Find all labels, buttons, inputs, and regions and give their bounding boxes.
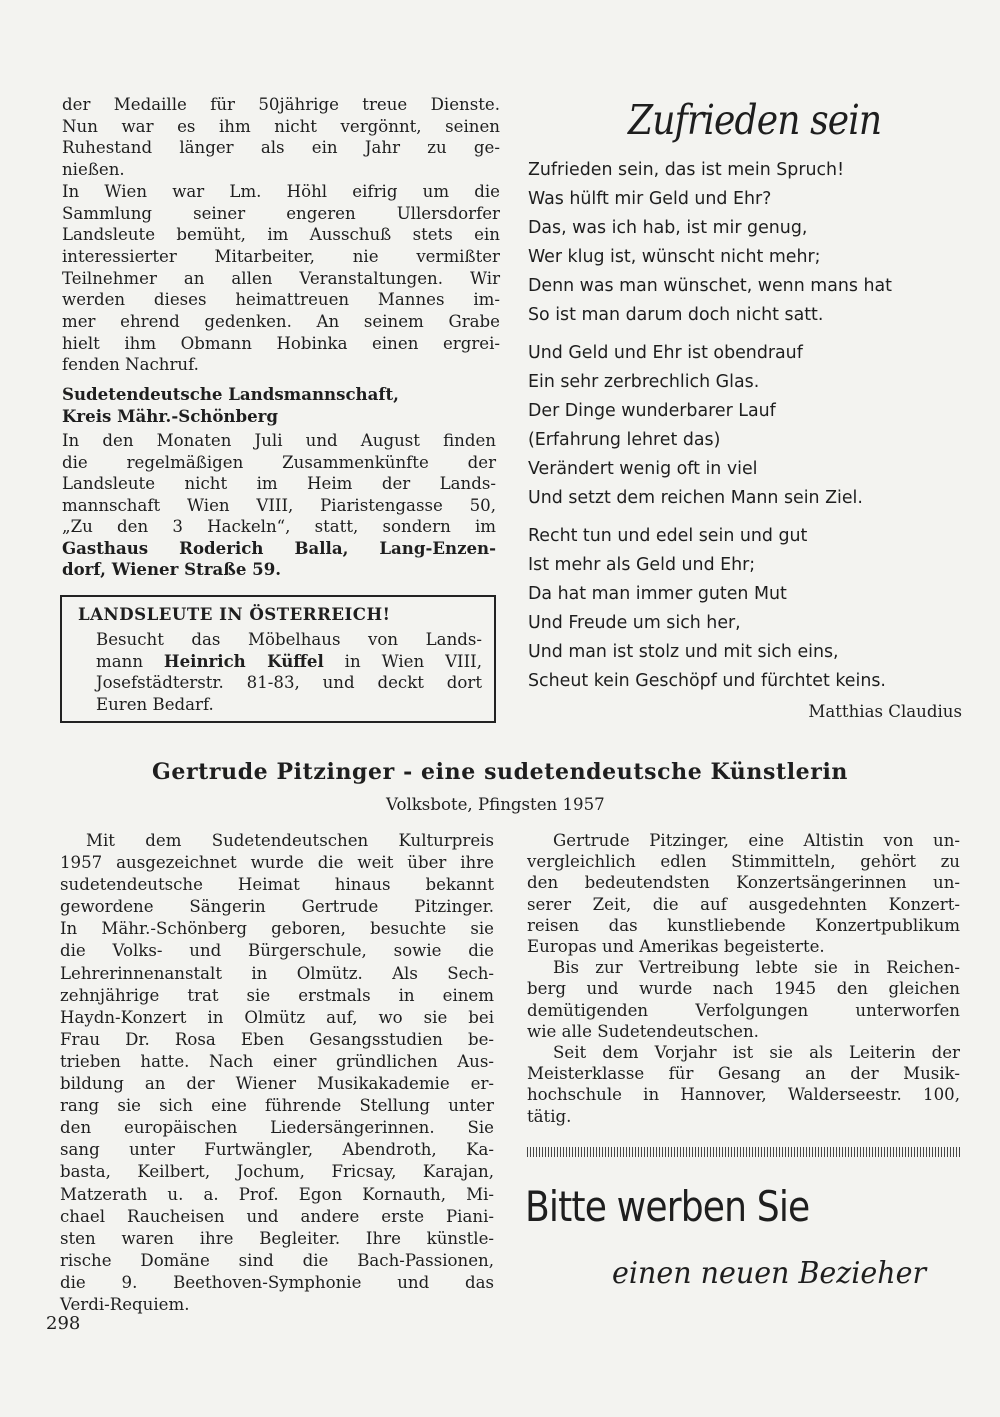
text-line: hochschule in Hannover, Walderseestr. 100, [527,1085,960,1105]
text-line: Besucht das Möbelhaus von Lands- [96,630,482,649]
text-line: der Medaille für 50jährige treue Dienste. [62,95,500,114]
paragraph [78,603,390,625]
text-line: Was hülft mir Geld und Ehr? [528,189,772,209]
text-line: die 9. Beethoven-Symphonie und das [60,1272,494,1292]
page-number: 298 [46,1313,81,1334]
text-line: demütigenden Verfolgungen unterworfen [527,1000,960,1020]
notice-box-text [96,629,482,715]
text-line: Gertrude Pitzinger, eine Altistin von un- [553,831,960,850]
text-line: Und man ist stolz und mit sich eins, [528,642,839,662]
text-line: Der Dinge wunderbarer Lauf [528,401,776,421]
text-line: Haydn-Konzert in Olmütz auf, wo sie bei [60,1007,494,1027]
text-line: Denn was man wünschet, wenn mans hat [528,276,892,296]
notice-box-heading [78,603,390,625]
text-line: werden dieses heimattreuen Mannes im- [62,290,500,310]
text-line: Wer klug ist, wünscht nicht mehr; [528,247,821,267]
text-line [62,538,496,560]
text-line: Und Freude um sich her, [528,613,741,633]
paragraph [62,94,500,181]
text-line: Landsleute bemüht, im Ausschuß stets ein [62,225,500,245]
text-line: nießen. [62,160,125,180]
text-line: Nun war es ihm nicht vergönnt, seinen [62,116,500,136]
text-line: Mit dem Sudetendeutschen Kulturpreis [86,831,494,850]
bold-text: dorf, Wiener Straße 59. [62,559,282,579]
advert-headline: Bitte werben Sie [525,1182,810,1231]
text-line: wie alle Sudetendeutschen. [527,1021,759,1041]
text-line: Frau Dr. Rosa Eben Gesangsstudien be- [60,1029,494,1049]
text-line: Und Geld und Ehr ist obendrauf [528,343,803,363]
article-title: Gertrude Pitzinger - eine sudetendeutsche Künstlerin [151,759,849,785]
text-line: Sudetendeutsche Landsmannschaft, [62,384,399,404]
text-line: gewordene Sängerin Gertrude Pitzinger. [60,897,494,917]
paragraph [62,181,500,376]
text-line: trieben hatte. Nach einer gründlichen Aus- [60,1051,494,1071]
text-line: basta, Keilbert, Jochum, Fricsay, Karajan, [60,1162,494,1182]
text-line: Euren Bedarf. [96,694,214,714]
text-line: Verdi-Requiem. [60,1294,190,1314]
stanza [528,339,968,513]
text-line: sang unter Furtwängler, Abendroth, Ka- [60,1140,494,1160]
text-line: den bedeutendsten Konzertsängerinnen un- [527,873,960,893]
advert-subline: einen neuen Bezieher [612,1256,927,1291]
text-line: Kreis Mähr.-Schönberg [62,405,279,426]
text-line: Ein sehr zerbrechlich Glas. [528,372,760,392]
text-line: Ruhestand länger als ein Jahr zu ge- [62,138,500,158]
text-line: Landsleute nicht im Heim der Lands- [62,474,496,493]
text-line: mer ehrend gedenken. An seinem Grabe [62,312,500,332]
text-line: In den Monaten Juli und August finden [62,431,496,450]
text-line: Europas und Amerikas begeisterte. [527,937,825,957]
text-line: Teilnehmer an allen Veranstaltungen. Wir [62,268,500,288]
poem-text [528,156,968,705]
text-line: Meisterklasse für Gesang an der Musik- [527,1064,960,1084]
landsmannschaft-notice [62,430,496,581]
stanza [528,522,968,696]
text-line: Recht tun und edel sein und gut [528,526,808,546]
article-left-column [60,830,494,1316]
text-line: Da hat man immer guten Mut [528,584,787,604]
text-line: Und setzt dem reichen Mann sein Ziel. [528,488,863,508]
text-line: Bis zur Vertreibung lebte sie in Reichen- [553,958,960,978]
article-right-column [527,830,960,1127]
obituary-text [62,94,500,376]
text-line: In Mähr.-Schönberg geboren, besuchte sie [60,919,494,939]
paragraph [527,1042,960,1127]
text-line: Lehrerinnenanstalt in Olmütz. Als Sech- [60,963,494,983]
text-line: bildung an der Wiener Musikakademie er- [60,1074,494,1094]
text: mann [96,651,164,671]
text-line: sten waren ihre Begleiter. Ihre künstle- [60,1228,494,1248]
text-line: 1957 ausgezeichnet wurde die weit über ihre [60,853,494,873]
text-line: rische Domäne sind die Bach-Passionen, [60,1250,494,1270]
paragraph [62,430,496,581]
text-line: Das, was ich hab, ist mir genug, [528,218,808,238]
text-line: zehnjährige trat sie erstmals in einem [60,985,494,1005]
text-line: Scheut kein Geschöpf und fürchtet keins. [528,671,886,691]
poem-title: Zufrieden sein [628,96,882,144]
text-line: fenden Nachruf. [62,355,199,375]
bold-text: Heinrich Küffel [163,650,324,671]
paragraph [96,629,482,715]
bold-text: Gasthaus Roderich Balla, Lang-Enzen- [62,537,496,558]
text-line: Sammlung seiner engeren Ullersdorfer [62,203,500,223]
paragraph [527,957,960,1042]
text-line: rang sie sich eine führende Stellung unter [60,1096,494,1116]
stanza [528,156,968,330]
text-line: interessierter Mitarbeiter, nie vermißter [62,246,500,266]
text-line: vergleichlich edlen Stimmitteln, gehört zu [527,852,960,872]
text-line: LANDSLEUTE IN ÖSTERREICH! [78,604,391,624]
text: in Wien VIII, [323,651,482,671]
text-line: „Zu den 3 Hackeln“, statt, sondern im [62,517,496,536]
paragraph [527,830,960,957]
text-line: So ist man darum doch nicht satt. [528,305,824,325]
text-line: (Erfahrung lehret das) [528,430,721,450]
text-line [96,651,482,673]
paragraph [60,830,494,1316]
text-line: hielt ihm Obmann Hobinka einen ergrei- [62,333,500,353]
text-line: Zufrieden sein, das ist mein Spruch! [528,160,845,180]
text-line: tätig. [527,1106,572,1126]
text-line: die Volks- und Bürgerschule, sowie die [60,941,494,961]
landsmannschaft-heading [62,384,422,427]
text-line: chael Raucheisen und andere erste Piani- [60,1206,494,1226]
text-line [62,559,496,581]
text-line: die regelmäßigen Zusammenkünfte der [62,452,496,472]
text-line: berg und wurde nach 1945 den gleichen [527,979,960,999]
paragraph [62,384,422,427]
text-line: mannschaft Wien VIII, Piaristengasse 50, [62,495,496,515]
text-line: sudetendeutsche Heimat hinaus bekannt [60,875,494,895]
poem-author: Matthias Claudius [808,702,962,721]
text-line: reisen das kunstliebende Konzertpublikum [527,915,960,935]
text-line: Verändert wenig oft in viel [528,459,758,479]
text-line: Matzerath u. a. Prof. Egon Kornauth, Mi- [60,1184,494,1204]
text-line: den europäischen Liedersängerinnen. Sie [60,1118,494,1138]
article-source: Volksbote, Pfingsten 1957 [386,795,605,814]
text-line: In Wien war Lm. Höhl eifrig um die [62,181,500,201]
text-line: Seit dem Vorjahr ist sie als Leiterin der [553,1043,960,1063]
text-line: serer Zeit, die auf ausgedehnten Konzert- [527,894,960,914]
text-line: Josefstädterstr. 81-83, und deckt dort [96,673,482,693]
text-line: Ist mehr als Geld und Ehr; [528,555,756,575]
separator-rule [527,1147,960,1157]
